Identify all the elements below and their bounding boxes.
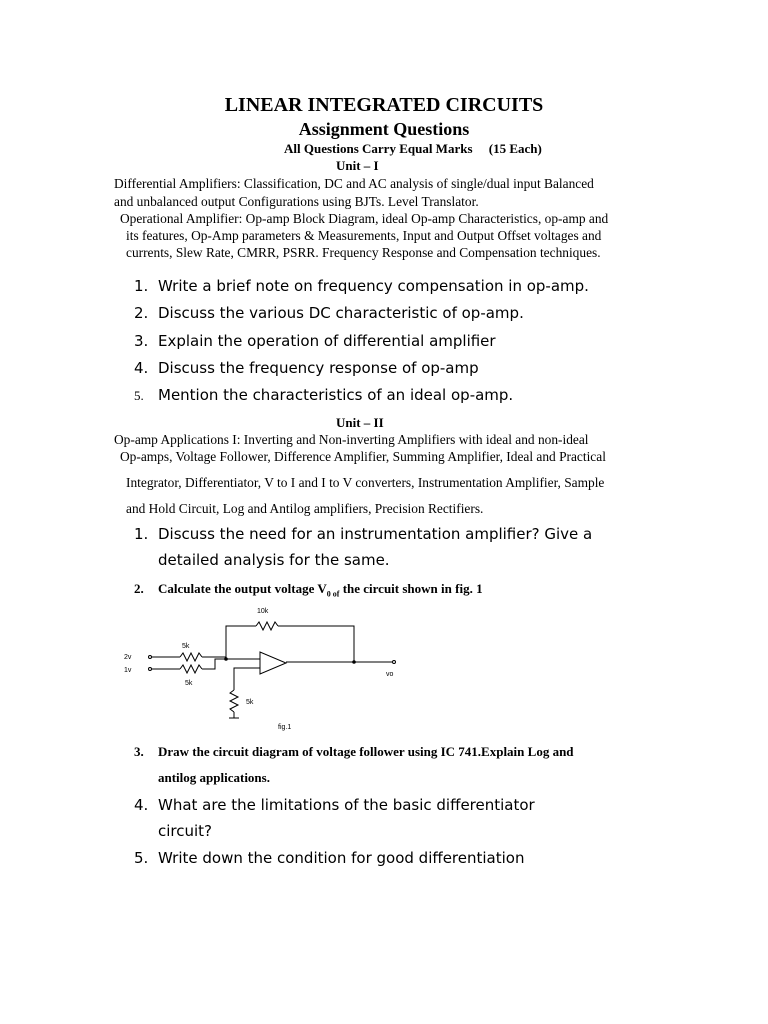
ground-resistor — [230, 690, 238, 712]
unit-1-syllabus-line: its features, Op-Amp parameters & Measurements, Input and Output Offset voltages and — [126, 228, 602, 243]
label-output: vo — [386, 671, 394, 678]
figure-caption: fig.1 — [278, 724, 292, 731]
question-text: Draw the circuit diagram of voltage follower using IC 741.Explain Log and — [158, 744, 574, 759]
question-text: Discuss the various DC characteristic of op-amp. — [158, 304, 524, 322]
input-resistor-1 — [180, 653, 202, 661]
question-text: Explain the operation of differential amplifier — [158, 332, 496, 350]
unit-1-question — [134, 386, 513, 404]
op-amp-symbol — [260, 652, 286, 674]
unit-2-question-1 — [134, 525, 592, 543]
unit-2-syllabus-line: Op-amps, Voltage Follower, Difference Amplifier, Summing Amplifier, Ideal and Practical — [120, 449, 606, 464]
unit-1-syllabus-line: Differential Amplifiers: Classification, DC and AC analysis of single/dual input Balanced — [114, 176, 594, 191]
unit-1-syllabus-line: Operational Amplifier: Op-amp Block Diagram, ideal Op-amp Characteristics, op-amp and — [120, 211, 609, 226]
unit-2-question-3-cont: antilog applications. — [158, 770, 270, 785]
question-text: Write down the condition for good differentiation — [158, 849, 525, 867]
output-terminal — [393, 661, 396, 664]
unit-2-question-5 — [134, 849, 524, 867]
question-text: Discuss the need for an instrumentation amplifier? Give a — [158, 525, 593, 543]
unit-1-question — [134, 277, 589, 295]
unit-1-heading: Unit – I — [336, 158, 379, 173]
circuit-figure — [110, 600, 410, 735]
question-number: 3. — [134, 744, 144, 759]
unit-2-question-1-cont: detailed analysis for the same. — [158, 551, 390, 569]
question-number: 2. — [134, 304, 149, 322]
marks-note-text: All Questions Carry Equal Marks — [284, 141, 473, 156]
unit-1-question — [134, 304, 524, 322]
question-number: 5. — [134, 849, 149, 867]
label-resistor-3: 5k — [246, 699, 254, 706]
unit-2-syllabus-line: Op-amp Applications I: Inverting and Non-inverting Amplifiers with ideal and non-ideal — [114, 432, 589, 447]
feedback-wire-left — [226, 626, 256, 659]
input-resistor-2 — [180, 665, 202, 673]
marks-note — [284, 141, 542, 157]
label-resistor-1: 5k — [182, 643, 190, 650]
unit-2-question-2 — [134, 581, 483, 599]
document-subtitle: Assignment Questions — [298, 119, 470, 139]
unit-1-question — [134, 332, 496, 350]
unit-1-syllabus-line: and unbalanced output Configurations using BJTs. Level Translator. — [114, 194, 479, 209]
unit-2-question-4-cont: circuit? — [158, 822, 213, 840]
unit-2-question-3 — [134, 744, 574, 760]
question-number: 3. — [134, 332, 149, 350]
question-text: Calculate the output voltage V — [158, 581, 327, 596]
question-text: What are the limitations of the basic differentiator — [158, 796, 535, 814]
unit-1-question — [134, 359, 479, 377]
question-text: Discuss the frequency response of op-amp — [158, 359, 479, 377]
question-number: 1. — [134, 525, 149, 543]
feedback-resistor — [256, 622, 278, 630]
unit-2-syllabus-line: and Hold Circuit, Log and Antilog amplifiers, Precision Rectifiers. — [126, 501, 484, 516]
unit-2-syllabus-line: Integrator, Differentiator, V to I and I to V converters, Instrumentation Amplifier, Sample — [126, 475, 605, 490]
unit-2-heading: Unit – II — [336, 415, 384, 430]
question-text: Write a brief note on frequency compensation in op-amp. — [158, 277, 589, 295]
feedback-wire-right — [278, 626, 354, 661]
label-feedback-resistor: 10k — [257, 608, 269, 615]
question-number: 4. — [134, 359, 149, 377]
question-subscript: 0 of — [326, 589, 340, 599]
label-resistor-2: 5k — [185, 680, 193, 687]
label-input-1: 2v — [124, 654, 132, 661]
label-input-2: 1v — [124, 667, 132, 674]
question-text-after: the circuit shown in fig. 1 — [339, 581, 483, 596]
question-number: 2. — [134, 581, 144, 596]
unit-2-question-4 — [134, 796, 535, 814]
question-number: 4. — [134, 796, 149, 814]
marks-each: (15 Each) — [488, 141, 542, 156]
unit-1-syllabus-line: currents, Slew Rate, CMRR, PSRR. Frequency Response and Compensation techniques. — [126, 245, 601, 260]
question-text: Mention the characteristics of an ideal op-amp. — [158, 386, 514, 404]
question-number: 5. — [134, 388, 144, 403]
document-title: LINEAR INTEGRATED CIRCUITS — [224, 94, 544, 116]
question-number: 1. — [134, 277, 149, 295]
